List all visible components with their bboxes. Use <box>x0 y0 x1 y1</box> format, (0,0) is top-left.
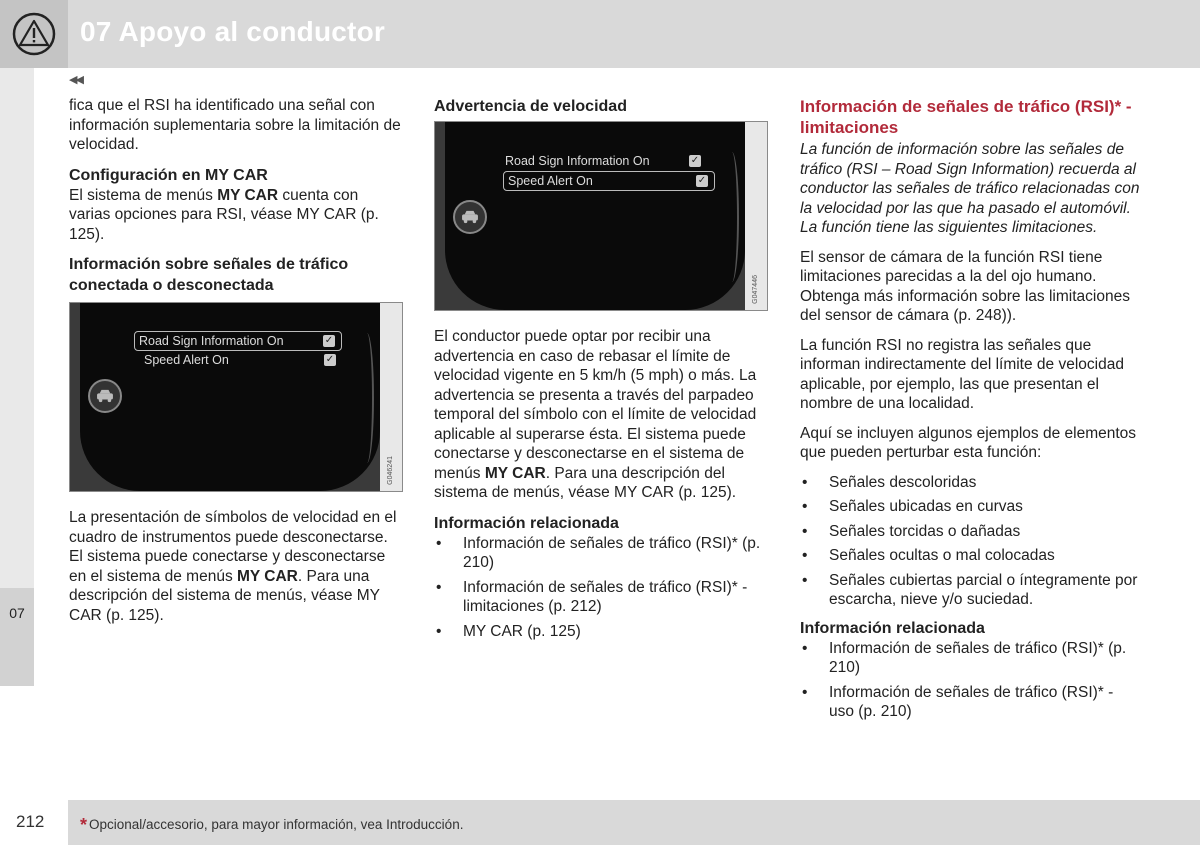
related-link[interactable]: • Información de señales de tráfico (RSI)* (p. 210) <box>436 534 761 571</box>
footnote <box>80 815 463 836</box>
footnote-star: * <box>80 815 88 835</box>
speed-warning-text-bold: MY CAR <box>484 464 546 482</box>
car-icon <box>88 379 122 413</box>
limitations-para-3: Aquí se incluyen algunos ejemplos de elementos que pueden perturbar esta función: <box>800 424 1137 461</box>
car-icon <box>453 200 487 234</box>
display-arc <box>360 333 374 463</box>
speed-warning-text-a: El conductor puede optar por recibir una advertencia en caso de rebasar el límite de velocidad vigente en 5 km/h (5 mph) o más. La advertencia se presenta a través del parpadeo temporal del símbolo con el límite de velocidad aplicable al superarse ésta. El sistema puede conectarse y desconectarse en el sistema de menús <box>434 328 757 482</box>
speed-warning-heading: Advertencia de velocidad <box>434 98 627 115</box>
related-link-label: Información de señales de tráfico (RSI)* (p. 210) <box>829 639 1127 676</box>
list-item: • Señales ubicadas en curvas <box>802 498 1023 515</box>
list-item-label: Señales cubiertas parcial o íntegramente por escarcha, nieve y/o suciedad. <box>829 571 1138 608</box>
limitations-para-1: El sensor de cámara de la función RSI tiene limitaciones parecidas a la del ojo humano. Obtenga más información sobre las limitaciones del sensor de cámara (p. 248)). <box>800 248 1130 324</box>
list-item-label: Señales torcidas o dañadas <box>829 522 1021 540</box>
menu-item-road-sign-label: Road Sign Information On <box>139 334 284 348</box>
related-link[interactable]: • Información de señales de tráfico (RSI)* (p. 210) <box>802 639 1127 676</box>
speed-warning-text <box>434 327 766 503</box>
figure-code: G046241 <box>386 456 394 485</box>
config-text-b: cuenta con varias opciones para RSI, véase MY CAR (p. 125). <box>69 186 379 243</box>
menu-figure-2 <box>434 121 768 311</box>
page-number: 212 <box>16 812 45 831</box>
disturbance-list <box>800 473 1140 610</box>
config-text <box>69 186 401 245</box>
list-item-label: Señales ubicadas en curvas <box>829 498 1023 515</box>
checkbox-icon: ✓ <box>324 335 334 346</box>
checkbox-icon: ✓ <box>697 175 707 186</box>
config-text-bold: MY CAR <box>217 186 279 204</box>
footnote-text: Opcional/accesorio, para mayor información, vea Introducción. <box>89 817 464 832</box>
limitations-heading: Información de señales de tráfico (RSI)* - limitaciones <box>800 97 1132 137</box>
related-heading: Información relacionada <box>800 619 985 637</box>
column-1 <box>69 96 401 635</box>
display-frame <box>445 122 745 310</box>
warning-triangle-icon <box>12 12 56 56</box>
display-text-bold: MY CAR <box>237 567 298 585</box>
related-heading: Información relacionada <box>434 514 619 532</box>
info-heading: Información sobre señales de tráfico conectada o desconectada <box>69 256 349 294</box>
display-text <box>69 508 401 625</box>
display-text-b: . Para una descripción del sistema de menús, véase MY CAR (p. 125). <box>69 567 380 624</box>
config-heading: Configuración en MY CAR <box>69 166 268 184</box>
menu-item-speed-alert-label: Speed Alert On <box>144 353 229 367</box>
figure-code: G047446 <box>751 275 759 304</box>
menu-figure-1 <box>69 302 403 492</box>
intro-text: fica que el RSI ha identificado una señal con información suplementaria sobre la limitación de velocidad. <box>69 97 401 153</box>
related-link-label: MY CAR (p. 125) <box>463 622 581 640</box>
header-icon-box <box>0 0 68 68</box>
related-link-label: Información de señales de tráfico (RSI)* - limitaciones (p. 212) <box>463 578 748 615</box>
related-link[interactable]: • Información de señales de tráfico (RSI)* - uso (p. 210) <box>802 683 1114 720</box>
related-link[interactable]: • MY CAR (p. 125) <box>436 622 581 640</box>
menu-item-road-sign[interactable] <box>134 331 342 351</box>
menu-item-speed-alert[interactable] <box>503 171 715 191</box>
display-arc <box>725 152 739 282</box>
related-list <box>434 534 766 642</box>
column-2 <box>434 96 766 649</box>
menu-item-road-sign[interactable] <box>501 152 707 172</box>
related-link[interactable]: • Información de señales de tráfico (RSI)* - limitaciones (p. 212) <box>436 578 748 615</box>
checkbox-icon: ✓ <box>325 354 335 365</box>
limitations-para-2: La función RSI no registra las señales que informan indirectamente del límite de velocidad aplicable, por ejemplo, las que presentan el nombre de una localidad. <box>800 336 1124 412</box>
chapter-tab-label: 07 <box>9 605 25 621</box>
menu-item-speed-alert-label: Speed Alert On <box>508 174 593 188</box>
menu-item-speed-alert[interactable] <box>140 351 342 371</box>
double-left-arrow-icon: ◀◀ <box>69 74 82 86</box>
limitations-intro: La función de información sobre las señales de tráfico (RSI – Road Sign Information) recuerda al conductor las señales de tráfico relacionadas con la velocidad por las que ha pasado el automóvil. La función tiene las siguientes limitaciones. <box>800 141 1140 236</box>
chapter-title: 07 Apoyo al conductor <box>80 16 385 47</box>
related-list <box>800 639 1140 722</box>
column-3 <box>800 96 1140 730</box>
menu-item-road-sign-label: Road Sign Information On <box>505 154 650 168</box>
checkbox-icon: ✓ <box>690 155 700 166</box>
speed-warning-text-b: . Para una descripción del sistema de menús, véase MY CAR (p. 125). <box>434 464 737 501</box>
chapter-tab <box>0 588 34 686</box>
list-item: • Señales descoloridas <box>802 473 977 491</box>
list-item-label: Señales ocultas o mal colocadas <box>829 547 1055 564</box>
config-text-a: El sistema de menús <box>69 186 218 204</box>
display-text-a: La presentación de símbolos de velocidad en el cuadro de instrumentos puede desconectarse. El sistema puede conectarse y desconectarse en el sistema de menús <box>69 509 397 585</box>
list-item-label: Señales descoloridas <box>829 473 977 491</box>
list-item: • Señales cubiertas parcial o íntegramente por escarcha, nieve y/o suciedad. <box>802 571 1138 608</box>
list-item: • Señales ocultas o mal colocadas <box>802 547 1055 564</box>
related-link-label: Información de señales de tráfico (RSI)* - uso (p. 210) <box>829 683 1114 720</box>
related-link-label: Información de señales de tráfico (RSI)* (p. 210) <box>463 534 761 571</box>
list-item: • Señales torcidas o dañadas <box>802 522 1021 540</box>
